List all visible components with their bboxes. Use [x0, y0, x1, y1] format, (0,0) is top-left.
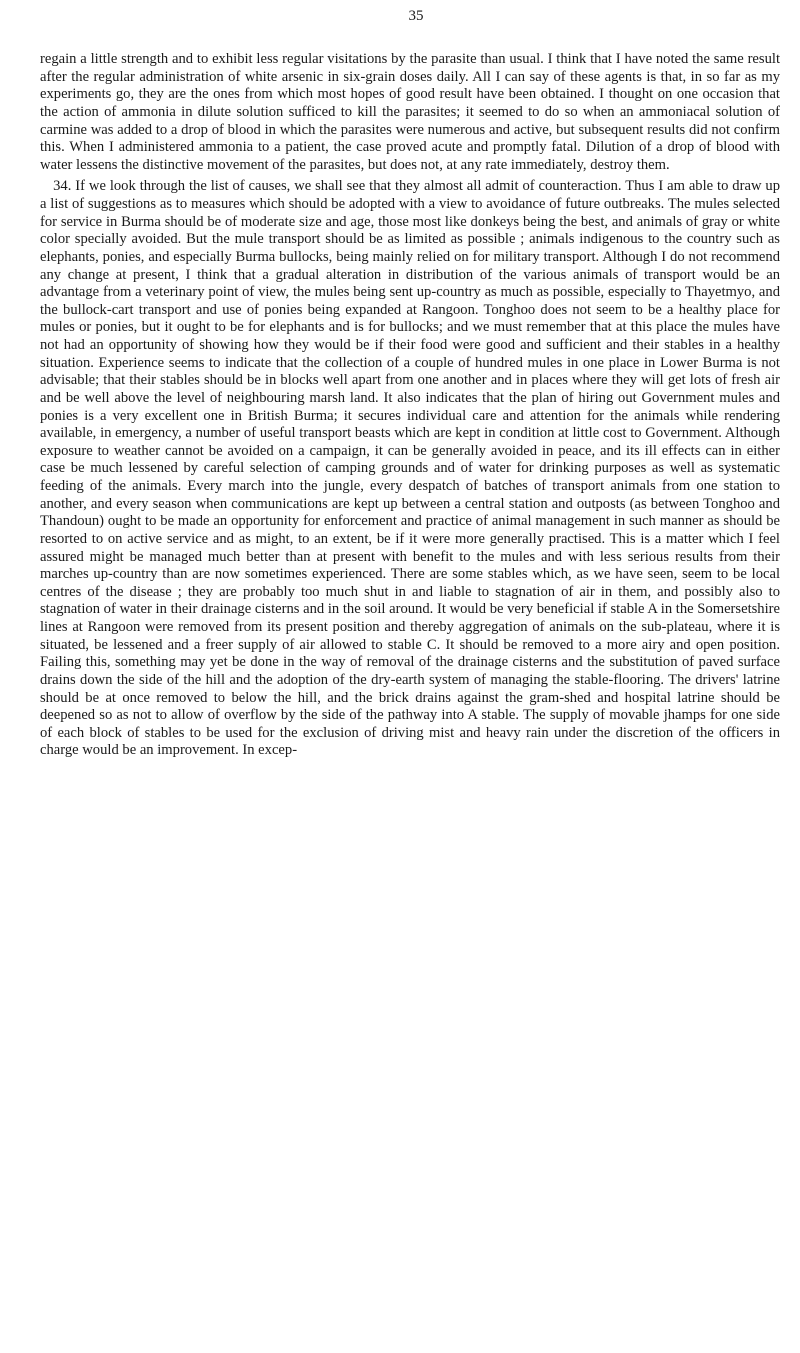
paragraph-continuation: regain a little strength and to exhibit less regular visitations by the parasite than usual. I think that I have noted the same result after the regular administration of white arsenic in six-grain doses daily. All I can say of these agents is that, in so far as my experiments go, they are the ones from which most hopes of good result have been obtained. I thought on one occasion that the action of ammonia in dilute solution sufficed to kill the parasites; it seemed to do so when an ammoniacal solution of carmine was added to a drop of blood in which the parasites were numerous and active, but subsequent results did not confirm this. When I administered ammonia to a patient, the case proved acute and promptly fatal. Dilution of a drop of blood with water lessens the distinctive movement of the parasites, but does not, at any rate immediately, destroy them. [40, 51, 780, 173]
page-number: 35 [408, 8, 424, 24]
document-page [40, 8, 780, 760]
paragraph-34: 34. If we look through the list of causes, we shall see that they almost all admit of counteraction. Thus I am able to draw up a list of suggestions as to measures which should be adopted with a view to avoidance of future outbreaks. The mules selected for service in Burma should be of moderate size and age, those most like donkeys being the best, and animals of gray or white color specially avoided. But the mule transport should be as limited as possible ; animals indigenous to the country such as elephants, ponies, and especially Burma bullocks, being mainly relied on for military transport. Although I do not recommend any change at present, I think that a gradual alteration in distribution of the various animals of transport would be an advantage from a veterinary point of view, the mules being sent up-country as much as possible, especially to Thayetmyo, and the bullock-cart transport and use of ponies being expanded at Rangoon. Tonghoo does not seem to be a healthy place for mules or ponies, but it ought to be for elephants and is for bullocks; and we must remember that at this place the mules have not had an opportunity of showing how they would be if their food were good and sufficient and their stables in a healthy situation. Experience seems to indicate that the collection of a couple of hundred mules in one place in Lower Burma is not advisable; that their stables should be in blocks well apart from one another and in places where they will get lots of fresh air and be well above the level of neighbouring marsh land. It also indicates that the plan of hiring out Government mules and ponies is a very excellent one in British Burma; it secures individual care and attention for the animals while rendering available, in emergency, a number of useful transport beasts which are kept in condition at little cost to Government. Although exposure to weather cannot be avoided on a campaign, it can be generally avoided in peace, and its ill effects can in either case be much lessened by careful selection of camping grounds and of water for drinking purposes as well as systematic feeding of the animals. Every march into the jungle, every despatch of batches of transport animals from one station to another, and every season when communications are kept up between a central station and outposts (as between Tonghoo and Thandoun) ought to be made an opportunity for enforcement and practice of animal management in such manner as should be resorted to on active service and as might, to an extent, be if it were more generally practised. This is a matter which I feel assured might be managed much better than at present with benefit to the mules and with less serious results from their marches up-country than are now sometimes experienced. There are some stables which, as we have seen, seem to be local centres of the disease ; they are probably too much shut in and liable to stagnation of air in them, and possibly also to stagnation of water in their drainage cisterns and in the soil around. It would be very beneficial if stable A in the Somersetshire lines at Rangoon were removed from its present position and thereby aggregation of animals on the sub-plateau, where it is situated, be lessened and a freer supply of air allowed to stable C. It should be removed to a more airy and open position. Failing this, something may yet be done in the way of removal of the drainage cisterns and the substitution of paved surface drains down the side of the hill and the adoption of the dry-earth system of managing the stable-flooring. The drivers' latrine should be at once removed to below the hill, and the brick drains against the gram-shed and hospital latrine should be deepened so as not to allow of overflow by the side of the pathway into A stable. The supply of movable jhamps for one side of each block of stables to be used for the exclusion of driving mist and heavy rain under the discretion of the officers in charge would be an improvement. In excep- [40, 178, 780, 759]
